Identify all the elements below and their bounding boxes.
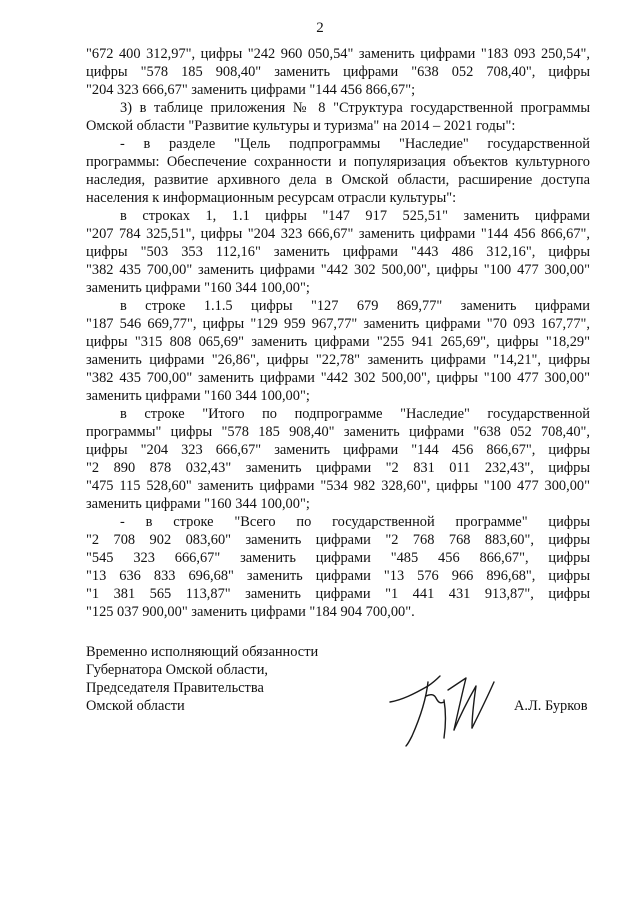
handwritten-signature bbox=[388, 660, 498, 750]
body-line: Омской области "Развитие культуры и туризма" на 2014 – 2021 годы": bbox=[86, 118, 516, 134]
signatory-name: А.Л. Бурков bbox=[514, 698, 588, 714]
body-line: "2 708 902 083,60" заменить цифрами "2 768 768 883,60", цифры bbox=[86, 532, 590, 548]
body-line: в строке "Итого по подпрограмме "Наследие" государственной bbox=[120, 406, 590, 422]
body-line: населения к информационным ресурсам отрасли культуры": bbox=[86, 190, 457, 206]
body-line: "382 435 700,00" заменить цифрами "442 302 500,00", цифры "100 477 300,00" bbox=[86, 370, 590, 386]
signatory-title-line: Омской области bbox=[86, 698, 185, 714]
body-line: цифры "503 353 112,16" заменить цифрами "443 486 312,16", цифры bbox=[86, 244, 590, 260]
body-line: заменить цифрами "160 344 100,00"; bbox=[86, 280, 310, 296]
body-line: "187 546 669,77", цифры "129 959 967,77" заменить цифрами "70 093 167,77", bbox=[86, 316, 590, 332]
body-line: программы: Обеспечение сохранности и популяризация объектов культурного bbox=[86, 154, 590, 170]
body-line: - в разделе "Цель подпрограммы "Наследие" государственной bbox=[120, 136, 590, 152]
body-line: "204 323 666,67" заменить цифрами "144 456 866,67"; bbox=[86, 82, 416, 98]
body-line: наследия, развитие архивного дела в Омской области, расширение доступа bbox=[86, 172, 590, 188]
body-line: в строке 1.1.5 цифры "127 679 869,77" заменить цифрами bbox=[120, 298, 590, 314]
body-line: программы" цифры "578 185 908,40" заменить цифрами "638 052 708,40", bbox=[86, 424, 590, 440]
body-line: "13 636 833 696,68" заменить цифрами "13 576 966 896,68", цифры bbox=[86, 568, 590, 584]
body-line: цифры "578 185 908,40" заменить цифрами "638 052 708,40", цифры bbox=[86, 64, 590, 80]
document-body bbox=[86, 45, 590, 621]
signatory-title bbox=[86, 643, 318, 715]
body-line: в строках 1, 1.1 цифры "147 917 525,51" заменить цифрами bbox=[120, 208, 590, 224]
page-number: 2 bbox=[316, 20, 324, 36]
body-line: 3) в таблице приложения № 8 "Структура государственной программы bbox=[120, 100, 590, 116]
signatory-title-line: Губернатора Омской области, bbox=[86, 662, 269, 678]
body-line: заменить цифрами "26,86", цифры "22,78" заменить цифрами "14,21", цифры bbox=[86, 352, 590, 368]
body-line: "2 890 878 032,43" заменить цифрами "2 831 011 232,43", цифры bbox=[86, 460, 590, 476]
body-line: "545 323 666,67" заменить цифрами "485 456 866,67", цифры bbox=[86, 550, 590, 566]
body-line: - в строке "Всего по государственной программе" цифры bbox=[120, 514, 590, 530]
signatory-title-line: Председателя Правительства bbox=[86, 680, 264, 696]
body-line: "125 037 900,00" заменить цифрами "184 904 700,00". bbox=[86, 604, 415, 620]
body-line: заменить цифрами "160 344 100,00"; bbox=[86, 388, 310, 404]
body-line: "207 784 325,51", цифры "204 323 666,67" заменить цифрами "144 456 866,67", bbox=[86, 226, 590, 242]
body-line: "672 400 312,97", цифры "242 960 050,54" заменить цифрами "183 093 250,54", bbox=[86, 46, 590, 62]
body-line: "1 381 565 113,87" заменить цифрами "1 441 431 913,87", цифры bbox=[86, 586, 590, 602]
signatory-title-line: Временно исполняющий обязанности bbox=[86, 644, 319, 660]
body-line: цифры "315 808 065,69" заменить цифрами "255 941 265,69", цифры "18,29" bbox=[86, 334, 590, 350]
body-line: "475 115 528,60" заменить цифрами "534 982 328,60", цифры "100 477 300,00" bbox=[86, 478, 590, 494]
body-line: заменить цифрами "160 344 100,00"; bbox=[86, 496, 310, 512]
body-line: цифры "204 323 666,67" заменить цифрами "144 456 866,67", цифры bbox=[86, 442, 590, 458]
body-line: "382 435 700,00" заменить цифрами "442 302 500,00", цифры "100 477 300,00" bbox=[86, 262, 590, 278]
